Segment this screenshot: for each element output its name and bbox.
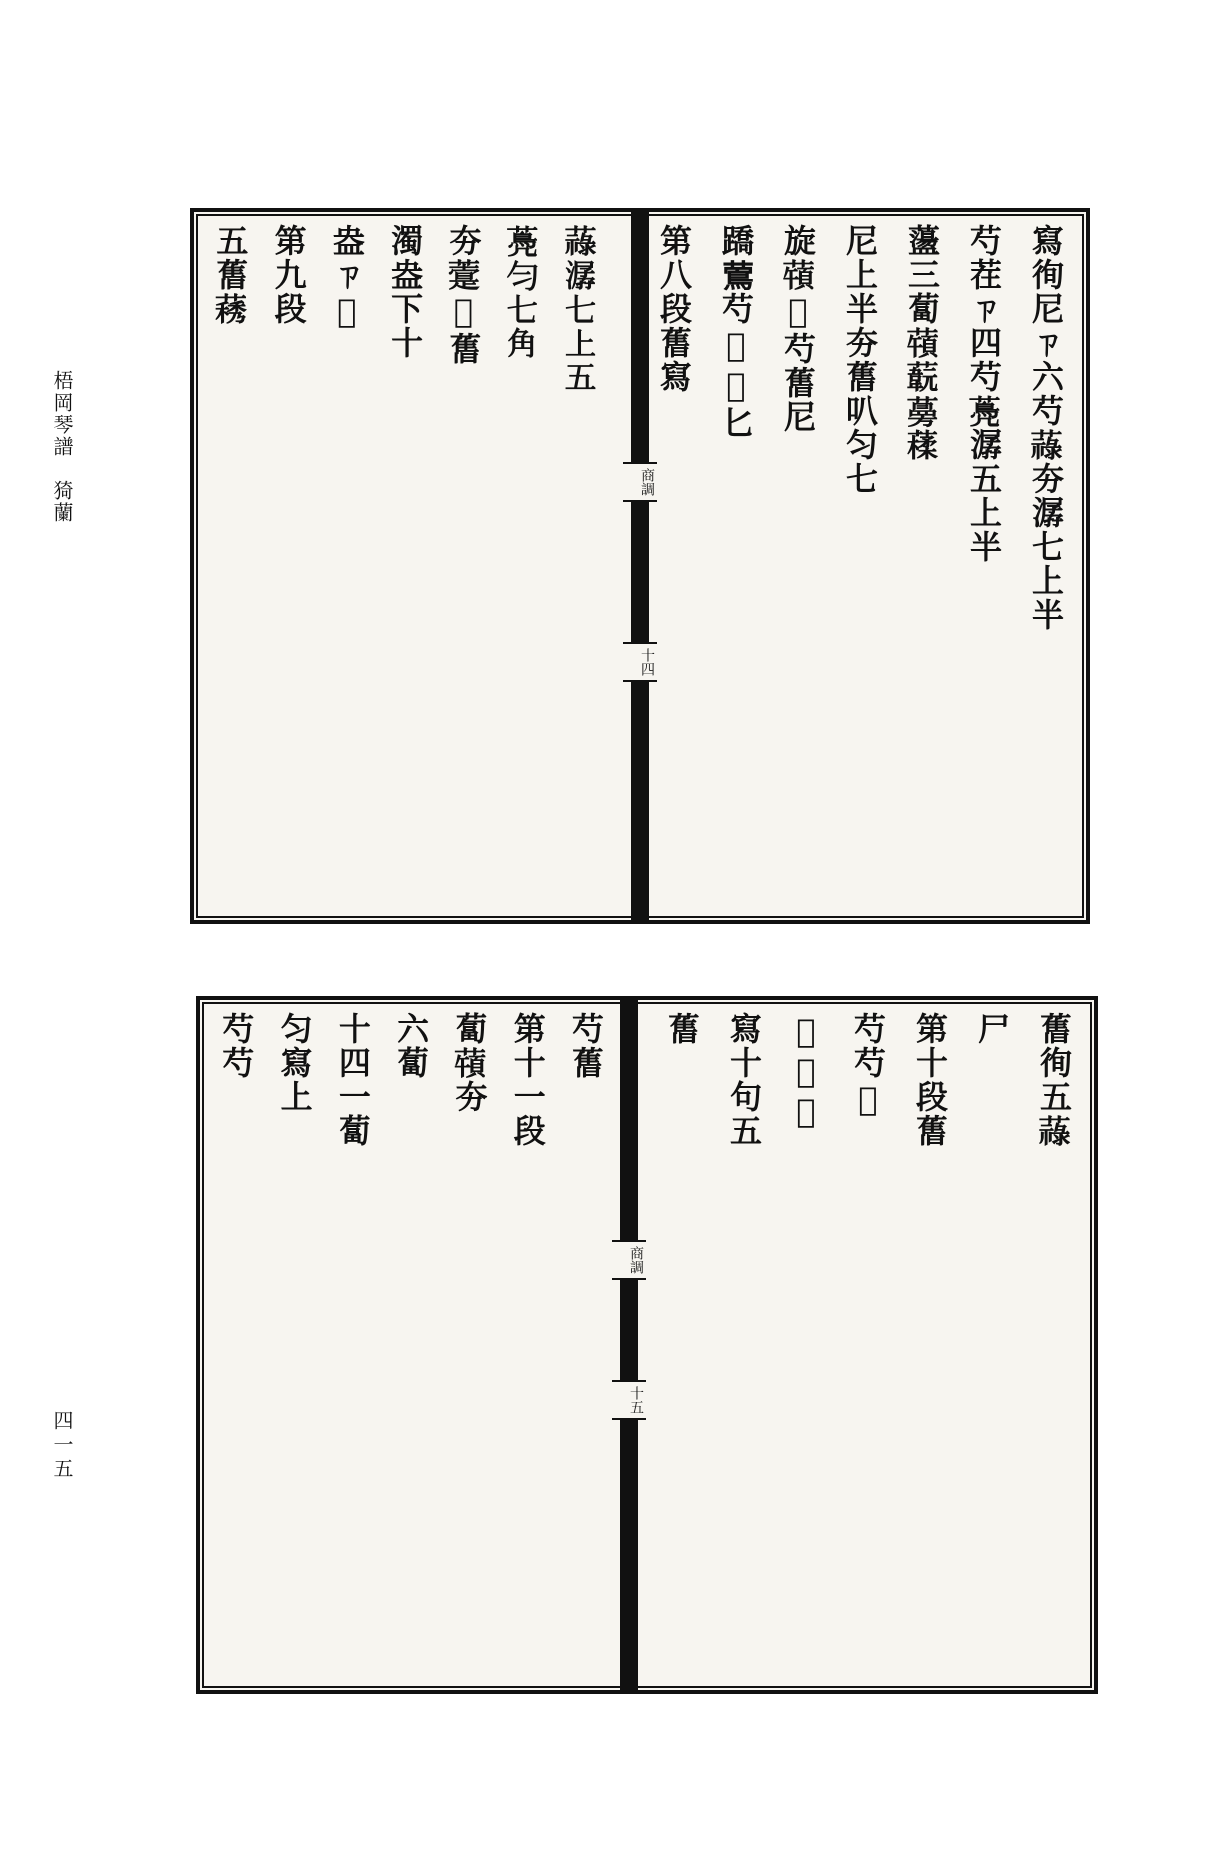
notation-column: 夯𦽢𦽣𦾔: [444, 224, 483, 366]
notation-column: 尼上半夯𦾔叭匀七: [841, 224, 879, 496]
notation-column: 濁盎下十: [386, 224, 425, 360]
notation-column: 芍𦾔: [567, 1012, 605, 1080]
notation-column: 匀寫上: [275, 1012, 314, 1114]
notation-column: 𦾔徇五𦽎: [1035, 1012, 1073, 1148]
gutter-mode-label: 商調: [612, 1240, 646, 1280]
notation-column: 𦽎潺七上五: [561, 224, 599, 394]
notation-column: 𦾔: [663, 1012, 701, 1046]
notation-column: 蹻𦾉芍𦾤𦽀匕: [717, 224, 755, 440]
side-page-number: 四一五: [50, 1410, 74, 1482]
center-gutter: [631, 212, 655, 920]
gutter-folio-label: 十五: [612, 1380, 646, 1420]
top-left-half: [206, 224, 608, 908]
notation-column: 十四一蔔: [333, 1012, 372, 1148]
notation-column: 𦾈𦽣𦾔: [787, 1012, 825, 1132]
notation-column: 第十段𦾔: [911, 1012, 949, 1148]
notation-column: 蘯三蔔𦽀𦽞𦽦𦽩: [903, 224, 941, 462]
side-title: 梧岡琴譜 猗蘭: [50, 370, 74, 524]
notation-column: 盎ㄗ𦽣: [327, 224, 366, 332]
gutter-folio-label: 十四: [623, 642, 657, 682]
bottom-left-half: [212, 1012, 614, 1678]
notation-column: 六蔔: [392, 1012, 431, 1080]
top-right-half: [646, 224, 1074, 908]
notation-column: 五𦾔𦽧: [211, 224, 250, 326]
notation-column: 蔔𦽀夯: [450, 1012, 489, 1114]
notation-column: 第九段: [269, 224, 308, 326]
top-woodblock-page: [190, 208, 1090, 924]
notation-column: 尸: [973, 1012, 1011, 1046]
notation-column: 寫徇尼ㄗ六芍𦽎夯潺七上半: [1027, 224, 1065, 632]
notation-column: 𦽏匀七角: [502, 224, 541, 360]
bottom-woodblock-page: [196, 996, 1098, 1694]
gutter-mode-label: 商調: [623, 462, 657, 502]
notation-column: 第八段𦾔寫: [655, 224, 693, 394]
notation-column: 芍芍𦾤: [849, 1012, 887, 1120]
notation-column: 寫十句五: [725, 1012, 763, 1148]
notation-column: 第十一段: [508, 1012, 547, 1148]
notation-column: 旋𦽀𦾈芍𦾔尼: [779, 224, 817, 434]
center-gutter: [620, 1000, 644, 1690]
notation-column: 芍茬ㄗ四芍𦽏潺五上半: [965, 224, 1003, 564]
notation-column: 芍芍: [217, 1012, 256, 1080]
bottom-right-half: [654, 1012, 1082, 1678]
